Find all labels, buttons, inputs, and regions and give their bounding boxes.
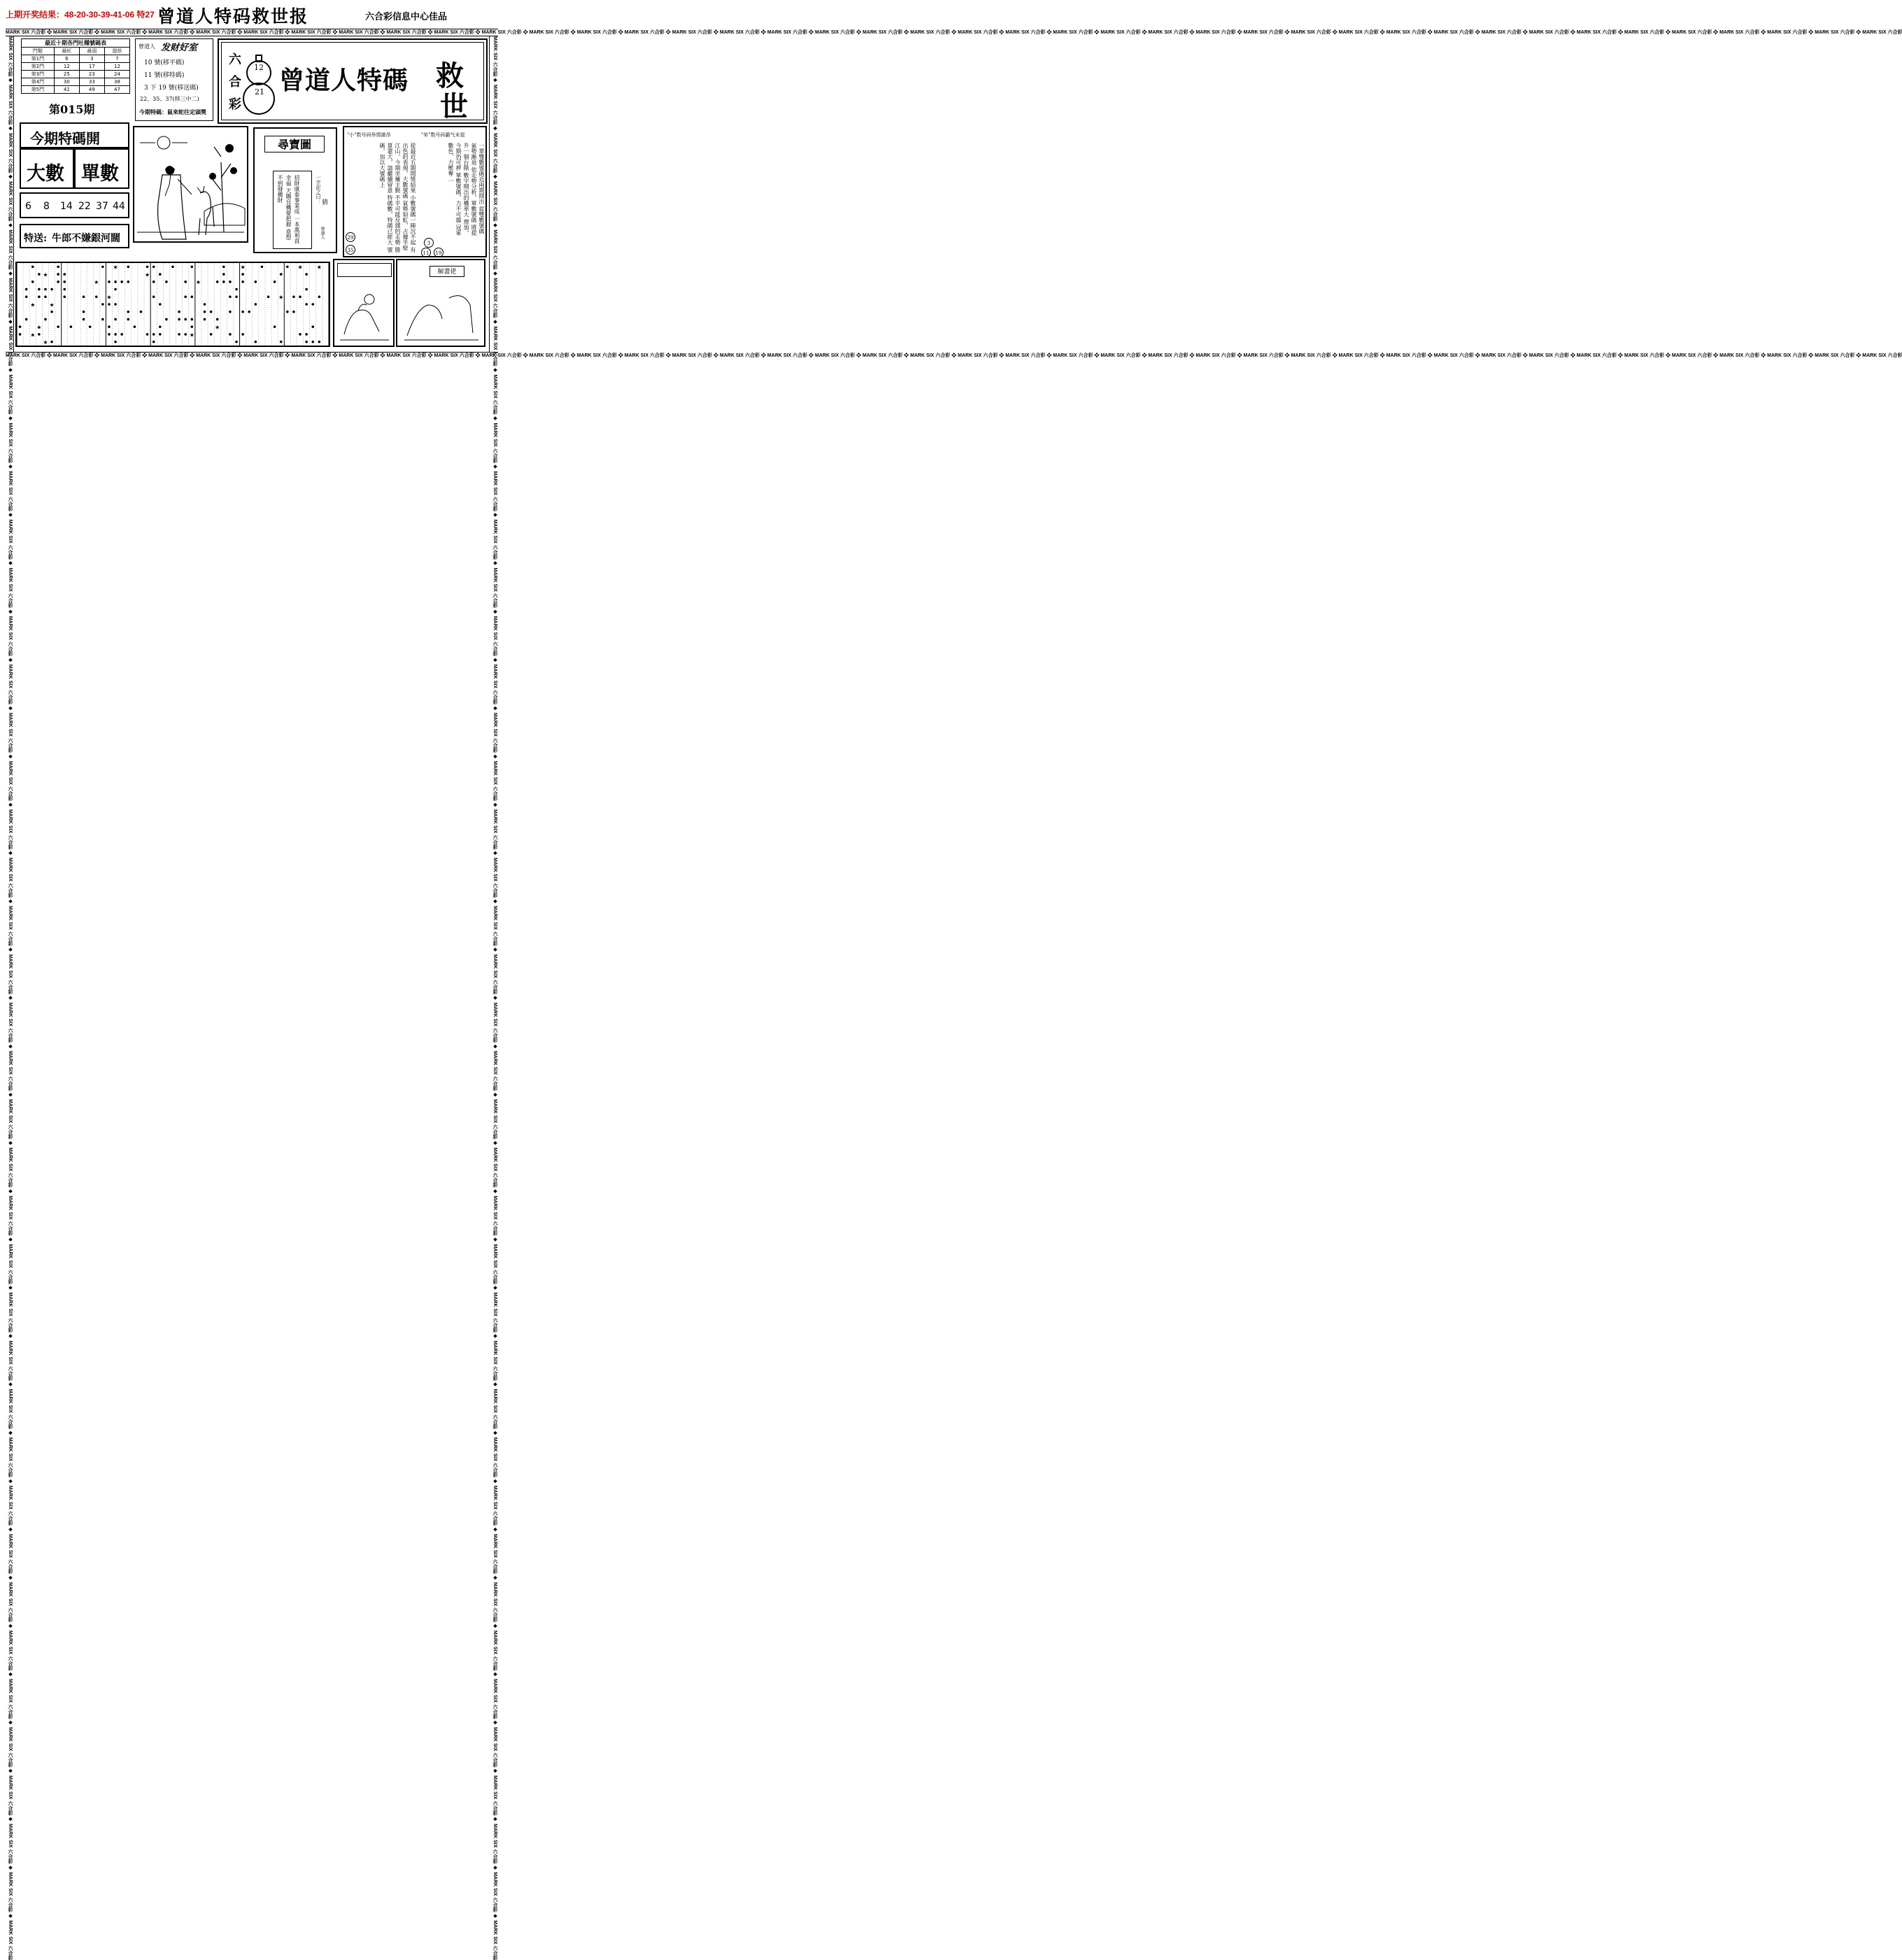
special-number: 22: [78, 201, 91, 212]
grid-dot: [229, 333, 232, 336]
grid-dot: [63, 288, 66, 291]
grid-dot: [63, 295, 66, 298]
grid-dot: [25, 295, 28, 298]
title-banner: [218, 38, 488, 124]
grid-star: ★: [316, 264, 322, 271]
article-col: 冠軍數色、力壓奪: [448, 143, 462, 236]
article-col: 從雙數號碼氣勢漸退: [471, 143, 485, 234]
grid-dot: [25, 318, 28, 321]
grid-dot: [229, 295, 232, 298]
cell: 30: [54, 78, 79, 86]
grid-dot: [235, 288, 238, 291]
row-label: 第5門: [22, 86, 55, 94]
grid-dot: [63, 280, 66, 283]
article-col: 江山。今期坐擁主動: [395, 143, 401, 193]
grid-dot: [305, 303, 308, 306]
grid-dot: [248, 311, 250, 313]
grid-dot: [204, 318, 206, 321]
left-frame-strip: [6, 36, 14, 1960]
grid-dot: [255, 341, 257, 343]
grid-dot: [184, 295, 187, 298]
grid-dot: [165, 280, 168, 283]
grid-dot: [191, 295, 194, 298]
grid-dot: [299, 333, 301, 336]
prophet-line: 11 號(移特碼): [144, 72, 185, 79]
grid-dot: [38, 295, 41, 298]
article-col: 單數號碼，力不可擋: [455, 172, 462, 223]
grid-dot: [127, 318, 129, 321]
publisher-subtitle: 六合彩信息中心佳品: [365, 12, 448, 22]
grid-dot: [159, 273, 162, 276]
grid-dot: [114, 333, 117, 336]
grid-dot: [31, 266, 34, 269]
left-article-heading: "小"数号码举情激昂: [347, 132, 391, 138]
grid-dot: [127, 266, 129, 269]
grid-dot: [267, 295, 270, 298]
grid-dot: [120, 280, 123, 283]
row-label: 第2門: [22, 63, 55, 71]
grid-dot: [38, 273, 41, 276]
special-send-label: 特送:: [24, 233, 48, 244]
prophet-footer: 今期特碼：鼠來蛇往定頭獎: [139, 108, 206, 115]
grid-dot: [311, 303, 314, 306]
cell: 49: [79, 86, 104, 94]
grid-dot: [191, 266, 194, 269]
grid-dot: [229, 311, 232, 313]
prophet-line: 10 號(移平碼): [144, 59, 185, 66]
grid-dot: [274, 280, 276, 283]
grid-dot: [38, 333, 41, 336]
grid-dot: [44, 288, 47, 291]
table-row: [22, 63, 130, 71]
special-heading: 今期特碼開: [30, 130, 100, 147]
grid-dot: [25, 288, 28, 291]
gourd-icon: [243, 50, 275, 120]
grid-dot: [318, 341, 321, 343]
grid-dot: [280, 341, 283, 343]
grid-dot: [57, 280, 59, 283]
grid-dot: [114, 280, 117, 283]
grid-dot: [63, 273, 66, 276]
grid-dot: [152, 295, 155, 298]
special-number: 8: [43, 201, 50, 212]
cell: 17: [79, 63, 104, 71]
number-circle: 35: [346, 245, 355, 255]
grid-star: ★: [145, 271, 150, 278]
grid-dot: [305, 288, 308, 291]
grid-dot: [108, 303, 111, 306]
right-article-heading: "单"数号码霸气未退: [421, 132, 465, 138]
table-title: 最近十期各門吐穩號碼表: [21, 38, 130, 47]
grid-dot: [50, 288, 53, 291]
table-row: [22, 86, 130, 94]
grid-dot: [184, 318, 187, 321]
grid-dot: [286, 266, 289, 269]
frame-pattern: MARK SIX 六合彩 ❖ MARK SIX 六合彩 ❖ MARK SIX 六合彩 ❖ MARK SIX 六合彩 ❖ MARK SIX 六合彩 ❖ MARK SIX 六合彩 ❖ MARK SIX 六合彩 ❖ MARK SIX 六合彩 ❖ MARK SIX 六合彩 ❖ MARK SIX 六合彩 ❖ MARK SIX 六合彩 ❖ MARK SIX 六合彩 ❖ MARK SIX 六合彩 ❖ MARK SIX 六合彩 ❖ MARK SIX 六合彩 ❖ MARK SIX 六合彩 ❖ MARK SIX 六合彩 ❖ MARK SIX 六合彩 ❖ MARK SIX 六合彩 ❖ MARK SIX 六合彩 ❖ MARK SIX 六合彩 ❖ MARK SIX 六合彩 ❖ MARK SIX 六合彩 ❖ MARK SIX 六合彩 ❖ MARK SIX 六合彩 ❖ MARK SIX 六合彩 ❖ MARK SIX 六合彩 ❖ MARK SIX 六合彩 ❖ MARK SIX 六合彩 ❖ MARK SIX 六合彩 ❖ MARK SIX 六合彩 ❖ MARK SIX 六合彩 ❖ MARK SIX 六合彩 ❖ MARK SIX 六合彩 ❖ MARK SIX 六合彩 ❖ MARK SIX 六合彩 ❖ MARK SIX 六合彩 ❖ MARK SIX 六合彩 ❖ MARK SIX 六合彩 ❖ MARK SIX 六合彩: [492, 36, 497, 1960]
grid-dot: [83, 295, 85, 298]
article-col: 氣勢如虹，占據半壁: [402, 200, 409, 251]
trend-grid: [15, 262, 330, 347]
grid-dot: [57, 325, 59, 328]
grid-dot: [222, 280, 225, 283]
grid-dot: [152, 280, 155, 283]
grid-dot: [114, 288, 117, 291]
grid-dot: [152, 333, 155, 336]
special-send-box: [20, 224, 129, 248]
table-header: 最弱: [79, 48, 104, 55]
grid-dot: [95, 295, 98, 298]
grid-dot: [83, 318, 85, 321]
grid-dot: [50, 311, 53, 313]
grid-dot: [165, 318, 168, 321]
grid-dot: [159, 333, 162, 336]
grid-star: ★: [113, 264, 118, 271]
grid-dot: [19, 325, 22, 328]
special-number: 6: [25, 201, 31, 212]
table-header: 門類: [22, 48, 55, 55]
table-header: 最旺: [54, 48, 79, 55]
grid-dot: [44, 295, 47, 298]
left-article-body: [348, 143, 417, 255]
grid-star: ★: [195, 279, 201, 286]
cell: 7: [104, 55, 129, 63]
number-circle: 3: [424, 238, 434, 248]
grid-star: ★: [36, 324, 42, 331]
grid-dot: [292, 311, 295, 313]
grid-star: ★: [278, 294, 284, 301]
grid-dot: [286, 311, 289, 313]
grid-dot: [127, 311, 129, 313]
number-circle: 11: [421, 248, 431, 257]
cell: 12: [104, 63, 129, 71]
grid-star: ★: [297, 264, 303, 271]
grid-dot: [241, 273, 244, 276]
grid-dot: [89, 325, 92, 328]
riddle-scene-drawing: [400, 280, 483, 344]
grid-dot: [255, 303, 257, 306]
grid-dot: [50, 341, 53, 343]
grid-dot: [241, 280, 244, 283]
article-col: 數字開出的機率大: [463, 172, 469, 218]
cell: 3: [79, 55, 104, 63]
article-col: 依走勢分析，單數號碼: [471, 166, 477, 223]
article-col: 有出色的表現，大數號碼: [402, 143, 416, 253]
last-result-text: 上期开奖结果：48-20-30-39-41-06 特27: [6, 10, 155, 20]
grid-dot: [134, 325, 136, 328]
row-label: 第1門: [22, 55, 55, 63]
banner-number: 12: [254, 63, 264, 72]
grid-star: ★: [43, 339, 48, 346]
grid-dot: [299, 295, 301, 298]
grid-star: ★: [215, 324, 220, 331]
prophet-line: 3 下 19 號(移送碼): [144, 85, 199, 92]
grid-dot: [292, 295, 295, 298]
grid-dot: [114, 341, 117, 343]
articles-box: [343, 126, 487, 257]
grid-dot: [210, 333, 213, 336]
grid-dot: [241, 333, 244, 336]
grid-dot: [171, 266, 174, 269]
top-frame-strip: [6, 29, 1902, 36]
issue-number: 第015期: [49, 103, 95, 116]
article-col: 增加，今期仍可押: [455, 143, 469, 236]
grid-dot: [222, 266, 225, 269]
table-row: [22, 71, 130, 78]
grid-star: ★: [30, 301, 36, 308]
article-col: 從最近五期開獎結果: [410, 143, 416, 193]
prophet-label: 曾道人: [139, 43, 155, 50]
banner-side-char: 彩: [229, 97, 241, 112]
frame-pattern: MARK SIX 六合彩 ❖ MARK SIX 六合彩 ❖ MARK SIX 六合彩 ❖ MARK SIX 六合彩 ❖ MARK SIX 六合彩 ❖ MARK SIX 六合彩 ❖ MARK SIX 六合彩 ❖ MARK SIX 六合彩 ❖ MARK SIX 六合彩 ❖ MARK SIX 六合彩 ❖ MARK SIX 六合彩 ❖ MARK SIX 六合彩 ❖ MARK SIX 六合彩 ❖ MARK SIX 六合彩 ❖ MARK SIX 六合彩 ❖ MARK SIX 六合彩 ❖ MARK SIX 六合彩 ❖ MARK SIX 六合彩 ❖ MARK SIX 六合彩 ❖ MARK SIX 六合彩 ❖ MARK SIX 六合彩 ❖ MARK SIX 六合彩 ❖ MARK SIX 六合彩 ❖ MARK SIX 六合彩 ❖ MARK SIX 六合彩 ❖ MARK SIX 六合彩 ❖ MARK SIX 六合彩 ❖ MARK SIX 六合彩 ❖ MARK SIX 六合彩 ❖ MARK SIX 六合彩 ❖ MARK SIX 六合彩 ❖ MARK SIX 六合彩 ❖ MARK SIX 六合彩 ❖ MARK SIX 六合彩 ❖ MARK SIX 六合彩 ❖ MARK SIX 六合彩 ❖ MARK SIX 六合彩 ❖ MARK SIX 六合彩 ❖ MARK SIX 六合彩 ❖ MARK SIX 六合彩: [6, 30, 1902, 35]
cell: 12: [54, 63, 79, 71]
poem-col: 天賜良機要把握: [285, 187, 292, 227]
treasure-poem: [276, 175, 301, 245]
row-label: 第3門: [22, 71, 55, 78]
grid-dot: [146, 333, 149, 336]
grid-dot: [235, 295, 238, 298]
grid-dot: [178, 311, 180, 313]
parity-box: [74, 148, 129, 189]
banner-big-char: 世: [440, 90, 468, 123]
grid-star: ★: [189, 332, 194, 339]
grid-dot: [159, 325, 162, 328]
banner-title: 曾道人特碼: [279, 66, 409, 95]
prophet-line: 22、35、37(移三中二): [140, 96, 199, 102]
number-circle: 29: [346, 232, 355, 242]
riddle-drawing: [337, 278, 392, 344]
grid-dot: [204, 303, 206, 306]
size-box: [20, 148, 74, 189]
grid-dot: [191, 325, 194, 328]
special-send-text: 牛郎不嫌銀河闊: [52, 233, 120, 244]
banner-big-char: 救: [436, 59, 464, 92]
grid-dot: [255, 280, 257, 283]
grid-dot: [305, 333, 308, 336]
grid-dot: [159, 303, 162, 306]
article-col: 一單雙數號碼近兩期開出: [478, 143, 485, 204]
grid-dot: [241, 311, 244, 313]
grid-dot: [101, 303, 104, 306]
table-row: [22, 78, 130, 86]
cell: 24: [104, 71, 129, 78]
grid-dot: [108, 325, 111, 328]
cell: 23: [79, 71, 104, 78]
article-col: 小數號碼一陣沉不起: [410, 194, 416, 246]
grid-dot: [311, 325, 314, 328]
grid-dot: [146, 266, 149, 269]
cell: 41: [54, 86, 79, 94]
cell: 25: [54, 71, 79, 78]
grid-dot: [184, 333, 187, 336]
treasure-map-box: [253, 127, 337, 253]
poem-col: 一本萬利真幸福: [285, 175, 300, 244]
prophet-title: 发财好室: [161, 43, 198, 53]
row-label: 第4門: [22, 78, 55, 86]
grid-dot: [152, 341, 155, 343]
article-col: 勝算還大，請繼續留意: [387, 143, 401, 253]
grid-dot: [305, 273, 308, 276]
grid-dot: [19, 333, 22, 336]
frame-pattern: MARK SIX 六合彩 ❖ MARK SIX 六合彩 ❖ MARK SIX 六合彩 ❖ MARK SIX 六合彩 ❖ MARK SIX 六合彩 ❖ MARK SIX 六合彩 ❖ MARK SIX 六合彩 ❖ MARK SIX 六合彩 ❖ MARK SIX 六合彩 ❖ MARK SIX 六合彩 ❖ MARK SIX 六合彩 ❖ MARK SIX 六合彩 ❖ MARK SIX 六合彩 ❖ MARK SIX 六合彩 ❖ MARK SIX 六合彩 ❖ MARK SIX 六合彩 ❖ MARK SIX 六合彩 ❖ MARK SIX 六合彩 ❖ MARK SIX 六合彩 ❖ MARK SIX 六合彩 ❖ MARK SIX 六合彩 ❖ MARK SIX 六合彩 ❖ MARK SIX 六合彩 ❖ MARK SIX 六合彩 ❖ MARK SIX 六合彩 ❖ MARK SIX 六合彩 ❖ MARK SIX 六合彩 ❖ MARK SIX 六合彩 ❖ MARK SIX 六合彩 ❖ MARK SIX 六合彩 ❖ MARK SIX 六合彩 ❖ MARK SIX 六合彩 ❖ MARK SIX 六合彩 ❖ MARK SIX 六合彩 ❖ MARK SIX 六合彩 ❖ MARK SIX 六合彩 ❖ MARK SIX 六合彩 ❖ MARK SIX 六合彩 ❖ MARK SIX 六合彩 ❖ MARK SIX 六合彩: [8, 36, 13, 1960]
bottom-frame-strip: [6, 352, 1902, 359]
cell: 33: [79, 78, 104, 86]
grid-dot: [152, 266, 155, 269]
grid-star: ★: [43, 271, 48, 278]
grid-dot: [57, 273, 59, 276]
grid-dot: [44, 318, 47, 321]
grid-dot: [101, 266, 104, 269]
grid-dot: [210, 311, 213, 313]
grid-dot: [216, 280, 219, 283]
riddle-cloud: [337, 263, 392, 277]
grid-dot: [274, 325, 276, 328]
table-row: [22, 55, 130, 63]
article-col: 將提升一個台階: [463, 143, 477, 236]
article-col: 特碼數，特碼已經大: [387, 194, 393, 246]
grid-dot: [191, 318, 194, 321]
grid-dot: [184, 280, 187, 283]
grid-dot: [108, 333, 111, 336]
grid-dot: [311, 341, 314, 343]
article-col: 一: [448, 178, 454, 184]
article-col: 號碼，加以大號碼上: [379, 143, 393, 253]
grid-dot: [114, 318, 117, 321]
numbers-box: [20, 192, 129, 218]
grid-dot: [178, 333, 180, 336]
size-label: 大數: [27, 163, 64, 185]
grid-dot: [108, 280, 111, 283]
poem-col: 意想不到發橫財: [277, 175, 292, 241]
treasure-title-plaque: [264, 136, 325, 152]
grid-dot: [318, 295, 321, 298]
grid-dot: [235, 341, 238, 343]
article-col: 不平可能反撲的走勢: [395, 194, 401, 246]
grid-dot: [114, 303, 117, 306]
grid-dot: [222, 273, 225, 276]
grid-dot: [140, 311, 143, 313]
sage-with-deer-illustration: [134, 127, 247, 241]
special-number: 14: [60, 201, 73, 212]
grid-dot: [38, 288, 41, 291]
grid-star: ★: [106, 294, 112, 301]
special-number: 37: [96, 201, 108, 212]
riddle-illustration: [333, 259, 395, 347]
grid-dot: [127, 280, 129, 283]
treasure-side-answer: 猜: [322, 199, 329, 206]
grid-dot: [31, 280, 34, 283]
banner-side-char: 六: [229, 52, 241, 67]
grid-dot: [261, 266, 264, 269]
poem-col: 招財康泰事業成: [294, 175, 300, 214]
cell: 6: [54, 55, 79, 63]
table-header: 提供: [104, 48, 129, 55]
right-frame-strip: [489, 36, 498, 1960]
prophet-box: [135, 38, 213, 121]
special-heading-box: [20, 122, 129, 148]
frame-pattern: MARK SIX 六合彩 ❖ MARK SIX 六合彩 ❖ MARK SIX 六合彩 ❖ MARK SIX 六合彩 ❖ MARK SIX 六合彩 ❖ MARK SIX 六合彩 ❖ MARK SIX 六合彩 ❖ MARK SIX 六合彩 ❖ MARK SIX 六合彩 ❖ MARK SIX 六合彩 ❖ MARK SIX 六合彩 ❖ MARK SIX 六合彩 ❖ MARK SIX 六合彩 ❖ MARK SIX 六合彩 ❖ MARK SIX 六合彩 ❖ MARK SIX 六合彩 ❖ MARK SIX 六合彩 ❖ MARK SIX 六合彩 ❖ MARK SIX 六合彩 ❖ MARK SIX 六合彩 ❖ MARK SIX 六合彩 ❖ MARK SIX 六合彩 ❖ MARK SIX 六合彩 ❖ MARK SIX 六合彩 ❖ MARK SIX 六合彩 ❖ MARK SIX 六合彩 ❖ MARK SIX 六合彩 ❖ MARK SIX 六合彩 ❖ MARK SIX 六合彩 ❖ MARK SIX 六合彩 ❖ MARK SIX 六合彩 ❖ MARK SIX 六合彩 ❖ MARK SIX 六合彩 ❖ MARK SIX 六合彩 ❖ MARK SIX 六合彩 ❖ MARK SIX 六合彩 ❖ MARK SIX 六合彩 ❖ MARK SIX 六合彩 ❖ MARK SIX 六合彩 ❖ MARK SIX 六合彩: [6, 353, 1902, 358]
grid-star: ★: [240, 264, 246, 271]
grid-star: ★: [30, 332, 36, 339]
banner-number: 21: [255, 87, 264, 97]
grid-dot: [229, 280, 232, 283]
grid-star: ★: [49, 301, 55, 308]
riddle-panel: [396, 259, 485, 347]
grid-dot: [280, 273, 283, 276]
special-number: 44: [113, 201, 125, 212]
scene-illustration: [133, 126, 248, 243]
door-number-table: [21, 38, 130, 94]
parity-label: 單數: [81, 163, 119, 185]
grid-dot: [120, 333, 123, 336]
trend-grid-canvas: [17, 263, 329, 346]
cell: 38: [104, 78, 129, 86]
grid-dot: [83, 311, 85, 313]
grid-dot: [178, 318, 180, 321]
treasure-title: 尋寶圖: [277, 138, 311, 151]
grid-dot: [57, 266, 59, 269]
number-circle: 19: [434, 248, 443, 257]
grid-star: ★: [94, 279, 99, 286]
banner-side-char: 合: [229, 75, 241, 90]
treasure-author: 曾道人: [320, 227, 325, 239]
grid-dot: [305, 341, 308, 343]
cell: 47: [104, 86, 129, 94]
grid-dot: [204, 311, 206, 313]
grid-dot: [216, 318, 219, 321]
newspaper-title: 曾道人特码救世报: [157, 6, 309, 27]
right-article-body: [420, 143, 485, 239]
riddle-label: 解畫佬: [430, 266, 464, 277]
grid-dot: [101, 318, 104, 321]
side-col: 一字記之曰：: [315, 175, 321, 204]
grid-dot: [70, 325, 73, 328]
